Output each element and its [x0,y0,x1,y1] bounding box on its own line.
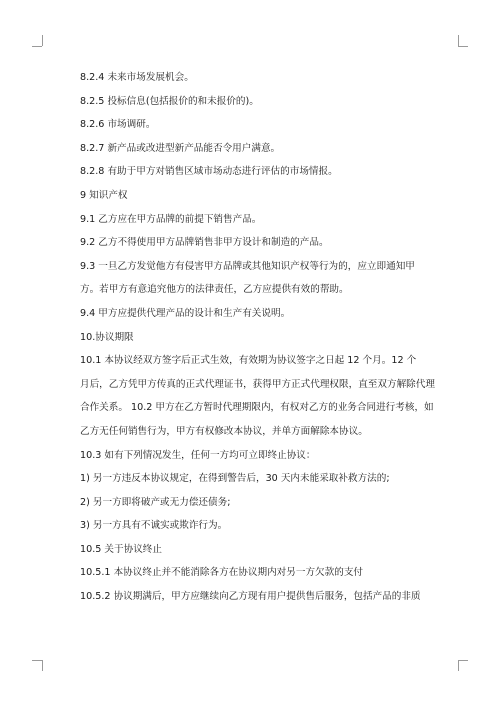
text-line: 10.1 本协议经双方签字后正式生效，有效期为协议签字之日起 12 个月。12 个 [80,355,417,367]
text-line: 方。若甲方有意追究他方的法律责任，乙方应提供有效的帮助。 [80,284,349,296]
section-heading: 9 知识产权 [80,189,128,201]
section-heading: 10.协议期限 [80,331,134,343]
text-line: 8.2.7 新产品或改进型新产品能否令用户满意。 [80,142,281,154]
text-line: 9.2 乙方不得使用甲方品牌销售非甲方设计和制造的产品。 [80,237,329,249]
text-line: 9.1 乙方应在甲方品牌的前提下销售产品。 [80,213,262,225]
text-line: 乙方无任何销售行为，甲方有权修改本协议，并单方面解除本协议。 [80,425,368,437]
text-line: 10.5.1 本协议终止并不能消除各方在协议期内对另一方欠款的支付 [80,567,364,579]
text-line: 10.3 如有下列情况发生，任何一方均可立即终止协议： [80,449,316,461]
text-line: 9.4 甲方应提供代理产品的设计和生产有关说明。 [80,307,291,319]
text-line: 10.5.2 协议期满后，甲方应继续向乙方现有用户提供售后服务，包括产品的非质 [80,591,421,603]
text-line: 8.2.6 市场调研。 [80,119,156,131]
document-body [80,66,435,609]
section-heading: 10.5 关于协议终止 [80,543,162,555]
text-line: 月后，乙方凭甲方传真的正式代理证书，获得甲方正式代理权限，直至双方解除代理 [80,378,435,390]
text-line: 合作关系。 10.2 甲方在乙方暂时代理期限内，有权对乙方的业务合同进行考核，如 [80,402,434,414]
text-line: 8.2.8 有助于甲方对销售区域市场动态进行评估的市场情报。 [80,166,338,178]
text-line: 8.2.4 未来市场发展机会。 [80,72,194,83]
list-item: 2) 另一方即将破产或无力偿还债务; [80,496,231,508]
list-item: 3) 另一方具有不诚实或欺诈行为。 [80,520,228,532]
text-line: 9.3 一旦乙方发觉他方有侵害甲方品牌或其他知识产权等行为的，应立即通知甲 [80,260,415,272]
text-line: 8.2.5 投标信息(包括报价的和未报价的)。 [80,95,259,107]
list-item: 1) 另一方违反本协议规定，在得到警告后，30 天内未能采取补救方法的; [80,473,390,485]
